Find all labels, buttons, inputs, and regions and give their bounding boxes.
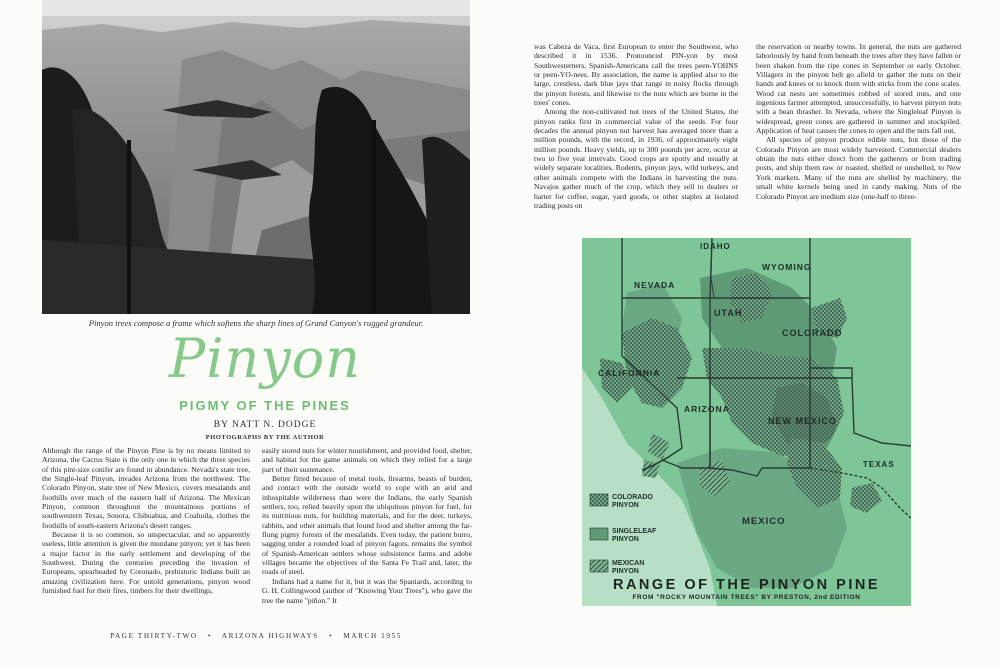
paragraph: the reservation or nearby towns. In general, the nuts are gathered laboriously by hand from beneath the trees after they have fallen or been shaken from the ripe cones in September or early October. Villagers in the pinyon belt go afield to gather the nuts on their hands and knees or to knock them with sticks from the cone scales. Wood rat nests are sometimes robbed of stored nuts, and one ingenious farmer attempted, unsuccessfully, to harvest pinyon nuts with a bean thrasher. In Nevada, where the Singleleaf Pinyon is widespread, green cones are gathered in summer and stockpiled. Application of heat causes the cones to open and the nuts fall out.	[756, 42, 961, 136]
paragraph: Because it is so common, so unspectacular, and so apparently useless, little attention is given the mundane pinyon; yet it has been a major factor in the early settlement and developing of the Southwest. During the centuries preceding the invasion of Europeans, spearheaded by Coronado, prehistoric Indians built an amazing civilization here. For untold generations, pinyon wood furnished fuel for their fires, timbers for their dwellings,	[42, 530, 250, 596]
body-column-2	[262, 446, 472, 616]
legend-colorado-pinyon: COLORADO PINYON	[612, 494, 653, 509]
legend-singleleaf-pinyon: SINGLELEAF PINYON	[612, 528, 657, 543]
photo-credit: PHOTOGRAPHS BY THE AUTHOR	[205, 434, 325, 441]
paragraph: easily stored nuts for winter nourishment, and provided food, shelter, and habitat for the game animals on which they relied for a large part of their sustenance.	[262, 446, 472, 474]
state-label-arizona: ARIZONA	[684, 404, 730, 414]
article-title: Pinyon	[168, 327, 362, 390]
pinyon-range-map	[582, 238, 911, 606]
footer-separator: •	[329, 632, 334, 640]
article-byline: BY NATT N. DODGE	[213, 420, 317, 430]
paragraph: Better fitted because of metal tools, firearms, beasts of burden, and contact with the outside world to cope with an arid and inhospitable wilderness than were the Indians, the early Spanish settlers, too, relied heavily upon the ubiquitous pinyon for fuel, for its nutritious nuts, for building materials, and for the deer, turkeys, rabbits, and other animals that found food and shelter among the far-flung pigmy forests of the mesalands. Even today, the patient burro, sagging under a rounded load of pinyon fagots, remains the symbol of Spanish-American settlers whose subsistence farms and adobe villages became the objectives of the Santa Fe Trail and, later, the roads of steel.	[262, 474, 472, 577]
paragraph: Although the range of the Pinyon Pine is by no means limited to Arizona, the Cactus State is the only one in which the three species of this pint-size conifer are found in abundance. Nevada's state tree, the Single-leaf Pinyon, invades Arizona from the northwest. The Colorado Pinyon, state tree of New Mexico, covers mesalands and foothills over much of the eastern half of Arizona. The Mexican Pinyon, common throughout the mountainous portions of southwestern Texas, Sonora, Chihuahua, and Coahuila, clothes the foothills of south-eastern Arizona's desert ranges.	[42, 446, 250, 530]
state-label-idaho: IDAHO	[700, 242, 731, 251]
state-label-nevada: NEVADA	[634, 280, 676, 290]
photo-caption: Pinyon trees compose a frame which softens the sharp lines of Grand Canyon's rugged grandeur.	[88, 318, 424, 328]
footer-date: MARCH 1955	[343, 632, 402, 640]
map-illustration	[582, 238, 911, 606]
state-label-wyoming: WYOMING	[762, 262, 812, 272]
page-footer	[42, 632, 470, 640]
state-label-california: CALIFORNIA	[598, 368, 661, 378]
paragraph: was Cabeza de Vaca, first European to enter the Southwest, who described it in 1536. Pronounced PIN-yon by most Southwesterners, Spanish-Americans call the trees peen-YOHNS or peen-YO-nees. By association, the name is applied also to the large, crestless, dark blue jays that range in noisy flocks through the pinyon forests, and likewise to the nuts which are borne in the trees' cones.	[534, 42, 738, 108]
legend-mexican-pinyon: MEXICAN PINYON	[612, 560, 645, 575]
state-label-colorado: COLORADO	[782, 328, 843, 338]
paragraph: Indians had a name for it, but it was the Spaniards, according to G. H. Collingwood (author of "Knowing Your Trees"), who gave the tree the name "piñon." It	[262, 576, 472, 605]
state-label-texas: TEXAS	[863, 460, 895, 469]
footer-separator: •	[207, 632, 213, 640]
map-credit: FROM "ROCKY MOUNTAIN TREES" BY PRESTON, 2nd EDITION	[632, 594, 861, 601]
state-label-new-mexico: NEW MEXICO	[768, 416, 838, 426]
state-label-utah: UTAH	[714, 308, 743, 318]
article-subtitle: PIGMY OF THE PINES	[179, 398, 351, 413]
footer-page-number: PAGE THIRTY-TWO	[110, 632, 198, 640]
grand-canyon-photo	[42, 0, 470, 314]
body-column-3	[534, 42, 738, 218]
photo-illustration	[42, 0, 470, 314]
footer-magazine: ARIZONA HIGHWAYS	[221, 632, 319, 640]
body-column-1	[42, 446, 250, 616]
paragraph: All species of pinyon produce edible nuts, but those of the Colorado Pinyon are most widely harvested. Commercial dealers obtain the nuts either direct from the gatherers or from trading posts, and ship them raw or roasted, shelled or unshelled, to New York markets. Many of the nuts are shelled by machinery, the small white kernels being used in candy making. Nuts of the Colorado Pinyon are medium size (one-half to three-	[756, 135, 961, 201]
paragraph: Among the non-cultivated nut trees of the United States, the pinyon ranks first in commercial value of the seeds. For four decades the annual pinyon nut harvest has averaged more than a million pounds, with the record, in 1936, of approximately eight million pounds. Heavy yields, up to 300 pounds per acre, occur at two to five year intervals. Good crops are spotty and usually at widely separate localities. Rodents, pinyon jays, wild turkeys, and other animals compete with the Indians in harvesting the nuts. Navajos gather much of the crop, which they sell to dealers or barter for coffee, sugar, yard goods, or other staples at isolated trading posts on	[534, 107, 738, 210]
body-column-4	[756, 42, 961, 218]
country-label-mexico: MEXICO	[742, 516, 786, 527]
map-title: RANGE OF THE PINYON PINE	[612, 577, 881, 593]
